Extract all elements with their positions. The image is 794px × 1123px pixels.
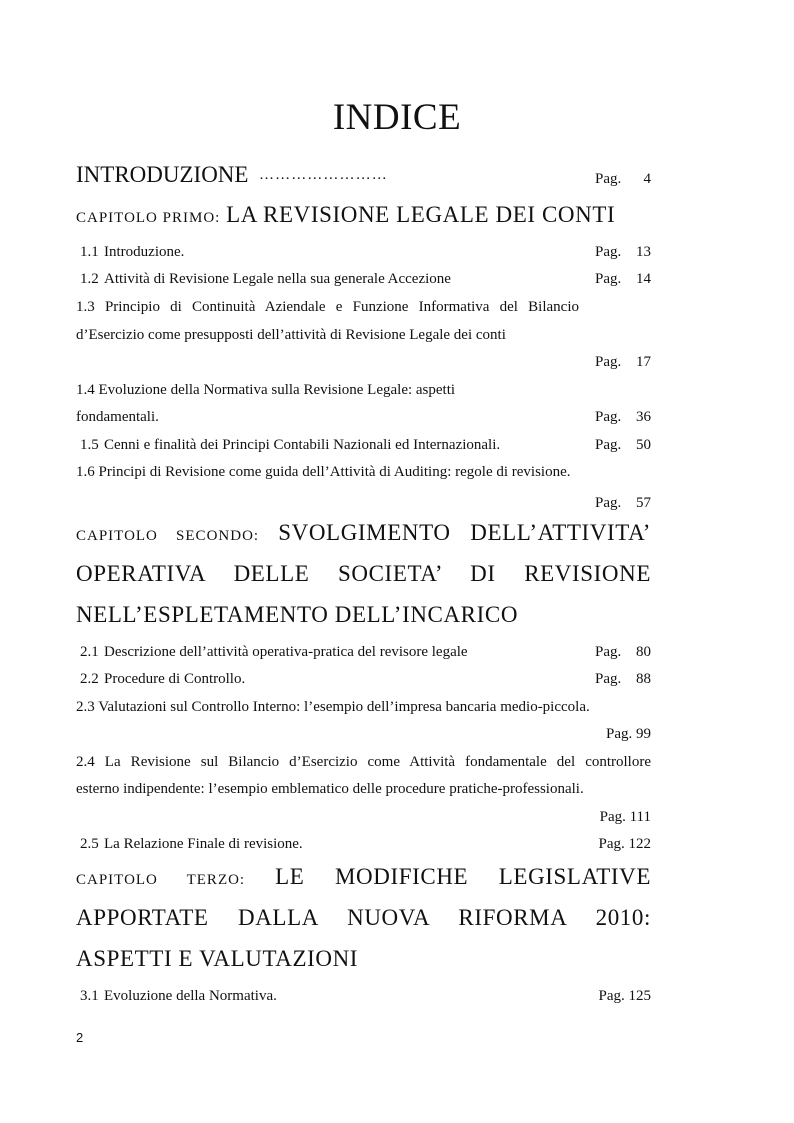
chapter-title-line3: ASPETTI E VALUTAZIONI bbox=[76, 946, 359, 971]
page-label: Pag. bbox=[595, 354, 622, 370]
chapter-title-line2: APPORTATE DALLA NUOVA RIFORMA 2010: bbox=[76, 905, 651, 930]
chapter-3-heading-line3[interactable] bbox=[76, 944, 651, 974]
entry-text: Descrizione dell’attività operativa-pratica del revisore legale bbox=[104, 644, 468, 660]
leader-dots: …………………… bbox=[259, 167, 388, 183]
entry-text: La Relazione Finale di revisione. bbox=[104, 836, 303, 852]
entry-number: 2.2 bbox=[80, 671, 99, 687]
toc-introduction[interactable] bbox=[76, 160, 651, 190]
page-number: 57 bbox=[636, 495, 651, 511]
toc-entry-3-1[interactable] bbox=[76, 985, 651, 1007]
entry-number: 1.1 bbox=[80, 244, 99, 260]
toc-entry-2-3-page bbox=[595, 723, 651, 745]
footer-page-number: 2 bbox=[76, 1030, 84, 1045]
entry-text: Introduzione. bbox=[104, 244, 185, 260]
page-number: 80 bbox=[636, 644, 651, 660]
page-label: Pag. bbox=[595, 409, 622, 425]
entry-number: 2.5 bbox=[80, 836, 99, 852]
page-reference: Pag. 111 bbox=[599, 809, 651, 825]
entry-number: 2.1 bbox=[80, 644, 99, 660]
page-number: 88 bbox=[636, 671, 651, 687]
chapter-title-line2: OPERATIVA DELLE SOCIETA’ DI REVISIONE bbox=[76, 561, 651, 586]
toc-entry-1-2[interactable] bbox=[76, 268, 651, 290]
toc-entry-1-3-line2[interactable]: d’Esercizio come presupposti dell’attività di Revisione Legale dei conti bbox=[76, 327, 506, 343]
chapter-1-heading[interactable] bbox=[76, 200, 651, 233]
introduction-label: INTRODUZIONE bbox=[76, 162, 249, 187]
toc-entry-1-3-page bbox=[76, 351, 651, 373]
chapter-3-heading-line2[interactable] bbox=[76, 903, 651, 933]
chapter-title-line1: SVOLGIMENTO DELL’ATTIVITA’ bbox=[278, 520, 652, 545]
entry-number: 1.5 bbox=[80, 437, 99, 453]
toc-entry-1-4-line2[interactable] bbox=[76, 406, 651, 428]
toc-entry-2-4-line2[interactable]: esterno indipendente: l’esempio emblematico delle procedure pratiche-professionali. bbox=[76, 781, 584, 797]
toc-entry-2-4-page bbox=[595, 806, 651, 828]
chapter-2-heading-line2[interactable] bbox=[76, 559, 651, 589]
toc-entry-1-3-line1[interactable]: 1.3 Principio di Continuità Aziendale e Funzione Informativa del Bilancio bbox=[76, 299, 579, 315]
chapter-title-line1: LE MODIFICHE LEGISLATIVE bbox=[275, 864, 652, 889]
toc-entry-2-2[interactable] bbox=[76, 668, 651, 690]
page-number: 14 bbox=[636, 271, 651, 287]
entry-text: Evoluzione della Normativa. bbox=[104, 988, 277, 1004]
page-label: Pag. bbox=[595, 271, 622, 287]
toc-entry-2-5[interactable] bbox=[76, 833, 651, 855]
entry-number: 1.2 bbox=[80, 271, 99, 287]
page-label: Pag. bbox=[595, 171, 622, 187]
page-number: 36 bbox=[636, 409, 651, 425]
entry-number: 3.1 bbox=[80, 988, 99, 1004]
toc-entry-1-5[interactable] bbox=[76, 434, 651, 456]
entry-text: Procedure di Controllo. bbox=[104, 671, 246, 687]
page-label: Pag. bbox=[595, 495, 622, 511]
chapter-prefix: CAPITOLO SECONDO: bbox=[76, 528, 260, 544]
toc-entry-1-4-line1[interactable]: 1.4 Evoluzione della Normativa sulla Revisione Legale: aspetti bbox=[76, 382, 456, 398]
page-number: 50 bbox=[636, 437, 651, 453]
toc-entry-2-3-line1[interactable]: 2.3 Valutazioni sul Controllo Interno: l’esempio dell’impresa bancaria medio-piccola. bbox=[76, 699, 590, 715]
chapter-title: LA REVISIONE LEGALE DEI CONTI bbox=[226, 202, 616, 227]
chapter-3-heading-line1[interactable] bbox=[76, 862, 651, 895]
entry-text: fondamentali. bbox=[76, 409, 159, 425]
toc-entry-2-4-line1[interactable]: 2.4 La Revisione sul Bilancio d’Esercizio come Attività fondamentale del controllore bbox=[76, 754, 651, 770]
chapter-2-heading-line3[interactable] bbox=[76, 600, 651, 630]
page-number: 4 bbox=[643, 171, 651, 187]
chapter-title-line3: NELL’ESPLETAMENTO DELL’INCARICO bbox=[76, 602, 519, 627]
page-title: INDICE bbox=[332, 97, 462, 138]
page-label: Pag. bbox=[595, 671, 622, 687]
toc-entry-2-1[interactable] bbox=[76, 641, 651, 663]
page-number: 13 bbox=[636, 244, 651, 260]
toc-entry-1-6-line1[interactable]: 1.6 Principi di Revisione come guida dell’Attività di Auditing: regole di revisione. bbox=[76, 464, 571, 480]
page-reference: Pag. 99 bbox=[606, 726, 651, 742]
page-reference: Pag. 125 bbox=[598, 988, 651, 1004]
entry-text: Cenni e finalità dei Principi Contabili Nazionali ed Internazionali. bbox=[104, 437, 501, 453]
chapter-prefix: CAPITOLO TERZO: bbox=[76, 872, 246, 888]
page-reference: Pag. 122 bbox=[598, 836, 651, 852]
entry-text: Attività di Revisione Legale nella sua generale Accezione bbox=[104, 271, 451, 287]
toc-entry-1-6-page bbox=[76, 492, 651, 514]
page-label: Pag. bbox=[595, 244, 622, 260]
page-number: 17 bbox=[636, 354, 651, 370]
toc-entry-1-1[interactable] bbox=[76, 241, 651, 263]
page-label: Pag. bbox=[595, 437, 622, 453]
page-label: Pag. bbox=[595, 644, 622, 660]
chapter-prefix: CAPITOLO PRIMO: bbox=[76, 210, 221, 226]
chapter-2-heading-line1[interactable] bbox=[76, 518, 651, 551]
